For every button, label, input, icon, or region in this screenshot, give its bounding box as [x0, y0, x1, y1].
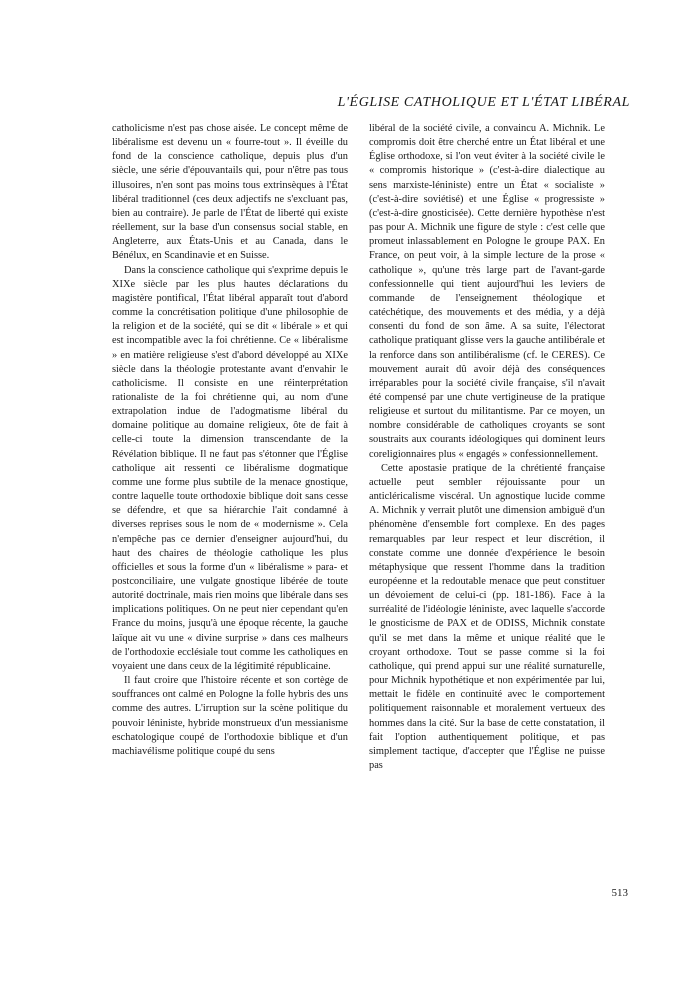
paragraph-right-2: Cette apostasie pratique de la chrétienté française actuelle peut sembler réjouissante pour un anticléricalisme viscéral. Un agnostique lucide comme A. Michnik y verrait plutôt une dimension ambiguë d'un phénomène d'ensemble fort complexe. En des pages remarquables par leur respect et leur discrétion, il constate comme une donnée d'expérience le besoin métaphysique que ressent l'homme dans la tradition européenne et la redoutable menace que peut constituer un dévoiement de celui-ci (pp. 181-186). Face à la surréalité de l'idéologie léniniste, avec laquelle s'accorde le gnosticisme de PAX et de ODISS, Michnik constate qu'il se met dans la même et unique réalité que le croyant orthodoxe. Tout se passe comme si la foi catholique, qui prend appui sur une réalité surnaturelle, pour Michnik hypothétique et non expérimentée par lui, mettait le fidèle en continuité avec le comportement politiquement raisonnable et moralement vertueux des hommes dans la cité. Sur la base de cette constatation, il fait l'option authentiquement politique, et pas simplement tactique, d'accepter que l'Église ne puisse pas: [369, 462, 605, 772]
paragraph-left-3: Il faut croire que l'histoire récente et son cortège de souffrances ont calmé en Pologne la folle hybris des uns comme des autres. L'irruption sur la scène politique du pouvoir léniniste, hybride monstrueux d'un messianisme eschatologique coupé de l'orthodoxie biblique et d'un machiavélisme politique coupé du sens: [112, 675, 348, 757]
right-column: [369, 122, 605, 773]
running-head: L'ÉGLISE CATHOLIQUE ET L'ÉTAT LIBÉRAL: [337, 95, 630, 110]
left-column: [112, 122, 348, 759]
paragraph-left-2: Dans la conscience catholique qui s'exprime depuis le XIXe siècle par les plus hautes déclarations du magistère pontifical, l'État libéral apparaît tout d'abord comme la concrétisation politique d'une philosophie de la religion et de la société, qui se dit « libérale » et qui est incompatible avec la foi chrétienne. Ce « libéralisme » en matière religieuse s'est d'abord développé au XIXe siècle dans la théologie protestante avant d'envahir le catholicisme. Il consiste en une réinterprétation rationaliste de la foi chrétienne qui, au nom d'une extrapolation indue de l'adogmatisme libéral du domaine politique au domaine religieux, ôte de fait à celle-ci toute la dimension transcendante de la Révélation biblique. Il ne faut pas s'étonner que l'Église catholique ait ressenti ce libéralisme dogmatique comme une forme plus subtile de la menace gnostique, contre laquelle toute orthodoxie biblique doit sans cesse se défendre, et que sa hiérarchie l'ait condamné à diverses reprises sous le nom de « modernisme ». Cela n'empêche pas ce dernier d'enseigner aujourd'hui, du haut des chaires de théologie catholique les plus officielles et sous la forme d'un « libéralisme » para- et postconciliaire, une vulgate gnostique libérée de toute autorité doctrinale, mais rien moins que libérale dans ses implications politiques. On ne peut nier cependant qu'en France du moins, jusqu'à une époque récente, la gauche laïque ait vu une « divine surprise » dans ces malheurs de l'orthodoxie ecclésiale tout comme les catholiques en voyaient une dans ceux de la légitimité républicaine.: [112, 264, 348, 672]
page-number: 513: [611, 887, 628, 899]
paragraph-right-1: libéral de la société civile, a convaincu A. Michnik. Le compromis doit être cherché entre un État libéral et une Église orthodoxe, si l'on veut éviter à la société civile le « compromis historique » (c'est-à-dire dialectique au sens marxiste-léniniste) entre un État « socialiste » (c'est-à-dire soviétisé) et une Église « progressiste » (c'est-à-dire gnosticisée). Cette dernière hypothèse n'est pas pour A. Michnik une figure de style : c'est celle que promeut inlassablement en Pologne le groupe PAX. En France, on peut voir, à la simple lecture de la prose « catholique », qu'une très large part de l'avant-garde confessionnelle qui tient aujourd'hui les leviers de commande de l'enseignement théologique et catéchétique, des mouvements et des média, y a déjà consenti du fond de son âme. A sa suite, l'électorat catholique pratiquant glisse vers la gauche antilibérale et la renforce dans son antilibéralisme (cf. le CERES). Ce mouvement aurait dû avoir déjà des conséquences irréparables pour la société civile française, s'il n'avait été compensé par une chute vertigineuse de la pratique religieuse et surtout du militantisme. Par ce moyen, un nombre considérable de catholiques croyants se sont soustraits aux courants idéologiques qui dominent leurs coreligionnaires plus « engagés » confessionnellement.: [369, 123, 605, 460]
paragraph-left-1: catholicisme n'est pas chose aisée. Le concept même de libéralisme est devenu un « fourre-tout ». Il éveille du fond de la conscience catholique, depuis plus d'un siècle, une série d'épouvantails qui, pour n'être pas tous illusoires, n'en sont pas moins tous extrinsèques à l'État libéral traditionnel (ces deux adjectifs ne s'excluant pas, bien au contraire). Je parle de l'État de liberté qui existe réellement, sur la base d'un consensus social stable, en Angleterre, aux États-Unis et au Canada, dans le Bénélux, en Scandinavie et en Suisse.: [112, 123, 348, 262]
